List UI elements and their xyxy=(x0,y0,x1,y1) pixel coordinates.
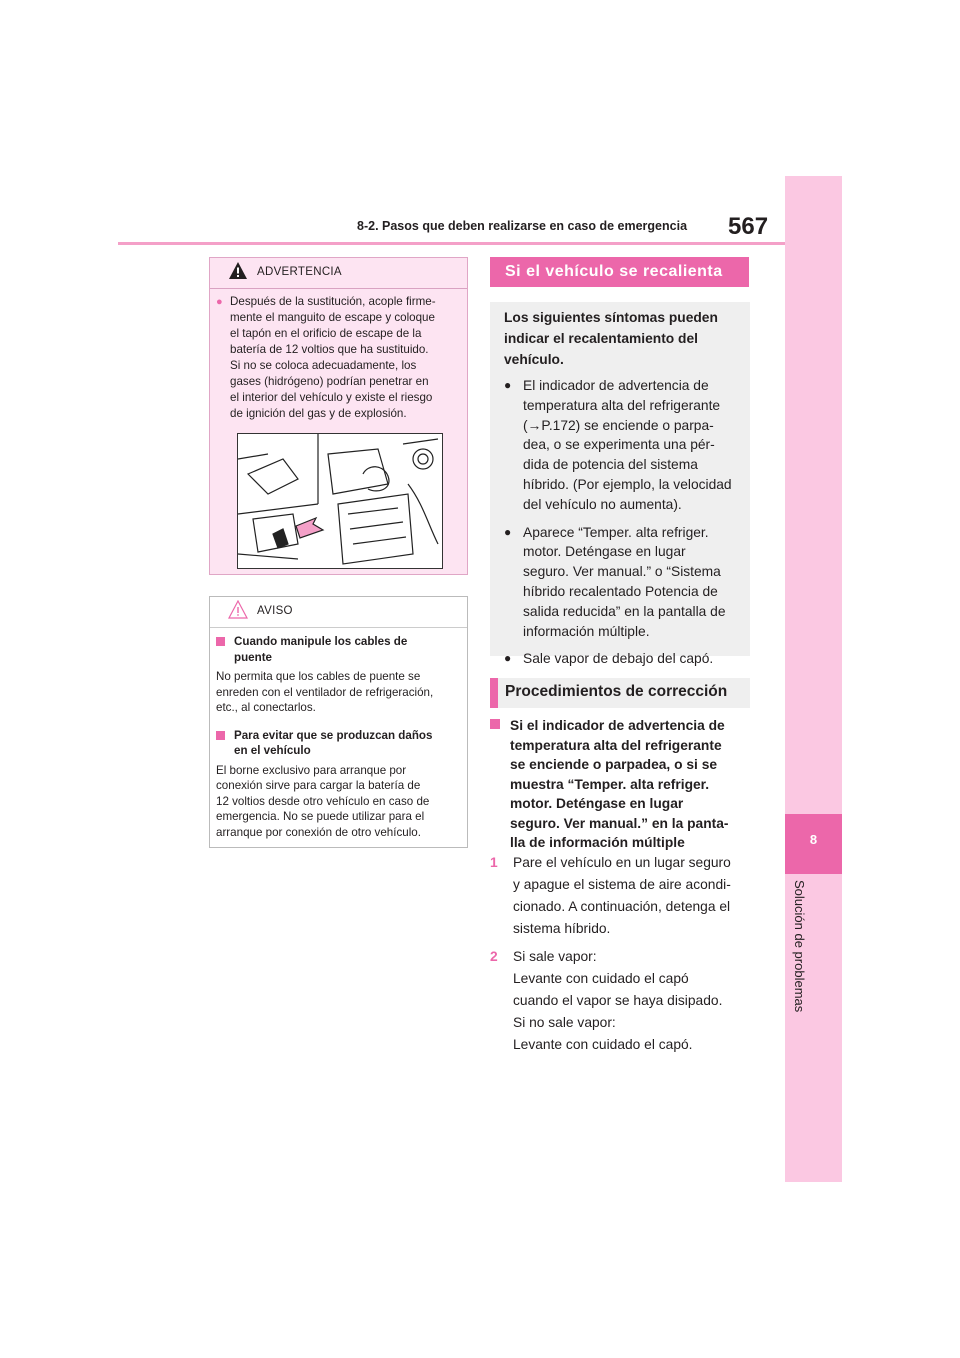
symptom-line: (→P.172) se enciende o parpa- xyxy=(523,417,714,433)
symptom-line: híbrido. (Por ejemplo, la velocidad xyxy=(523,476,732,492)
step-line: y apague el sistema de aire acondi- xyxy=(513,877,731,892)
bullet-dot-icon: ● xyxy=(504,378,512,392)
step-line: Si sale vapor: xyxy=(513,949,597,964)
notice-line: No permita que los cables de puente se xyxy=(216,670,421,683)
notice-line: conexión sirve para cargar la batería de xyxy=(216,779,421,792)
intro-line: indicar el recalentamiento del xyxy=(504,331,698,346)
warning-line: Después de la sustitución, acople firme- xyxy=(230,295,436,308)
side-strip xyxy=(785,176,842,1182)
notice-header xyxy=(210,597,467,628)
warning-header xyxy=(210,258,467,289)
notice-line: emergencia. No se puede utilizar para el xyxy=(216,810,425,823)
section-banner: Si el vehículo se recalienta xyxy=(490,257,749,287)
square-bullet-icon xyxy=(216,728,228,740)
symptom-line: salida reducida” en la pantalla de xyxy=(523,603,726,619)
warning-line: mente el manguito de escape y coloque xyxy=(230,311,435,324)
chapter-number: 8 xyxy=(809,832,818,847)
symptom-line: dea, o se experimenta una pér- xyxy=(523,437,715,453)
page-number: 567 xyxy=(728,213,769,240)
step-number: 1 xyxy=(490,855,498,870)
warning-triangle-icon xyxy=(228,261,248,286)
notice-heading-line: en el vehículo xyxy=(234,744,311,757)
condition-heading xyxy=(490,716,750,853)
step-line: cuando el vapor se haya disipado. xyxy=(513,993,723,1008)
condition-line: Si el indicador de advertencia de xyxy=(510,718,725,733)
symptom-line: del vehículo no aumenta). xyxy=(523,496,682,512)
symptom-line: motor. Deténgase en lugar xyxy=(523,544,686,560)
notice-box xyxy=(209,596,468,848)
symptom-line: Sale vapor de debajo del capó. xyxy=(523,651,714,667)
notice-heading-line: puente xyxy=(234,650,273,664)
symptom-line: información múltiple. xyxy=(523,623,650,639)
warning-title: ADVERTENCIA xyxy=(257,266,342,278)
list-item xyxy=(504,649,744,669)
list-item xyxy=(504,523,744,642)
step-number: 2 xyxy=(490,949,498,964)
section-title: 8-2. Pasos que deben realizarse en caso de emergencia xyxy=(357,219,688,233)
symptom-line: temperatura alta del refrigerante xyxy=(523,397,721,413)
procedure-steps xyxy=(490,852,750,1062)
notice-heading-line: Para evitar que se produzcan daños xyxy=(234,728,433,742)
notice-line: arranque por conexión de otro vehículo. xyxy=(216,825,421,839)
symptoms-list xyxy=(504,376,744,677)
notice-line: El borne exclusivo para arranque por xyxy=(216,763,407,777)
warning-line: gases (hidrógeno) podrían penetrar en xyxy=(230,375,429,388)
condition-line: muestra “Temper. alta refriger. xyxy=(510,776,710,792)
procedures-heading: Procedimientos de corrección xyxy=(490,678,750,708)
symptom-line: seguro. Ver manual.” o “Sistema xyxy=(523,564,721,580)
intro-line: vehículo. xyxy=(504,352,564,367)
symptom-line: El indicador de advertencia de xyxy=(523,378,709,393)
warning-box xyxy=(209,257,468,575)
symptom-line: dida de potencia del sistema xyxy=(523,457,698,473)
square-bullet-icon xyxy=(216,634,228,646)
step-line: sistema híbrido. xyxy=(513,921,611,936)
notice-subheading xyxy=(216,728,464,759)
warning-line: de ignición del gas y de explosión. xyxy=(230,407,407,420)
intro-line: Los siguientes síntomas pueden xyxy=(504,310,718,325)
step-line: Si no sale vapor: xyxy=(513,1015,616,1030)
list-item xyxy=(504,376,744,515)
step-line: Levante con cuidado el capó. xyxy=(513,1037,693,1052)
condition-line: se enciende o parpadea, o si se xyxy=(510,757,718,772)
step-line: Levante con cuidado el capó xyxy=(513,971,689,986)
bullet-dot-icon: ● xyxy=(504,651,512,666)
square-bullet-icon xyxy=(490,716,503,728)
step-line: cionado. A continuación, detenga el xyxy=(513,899,731,914)
warning-line: el interior del vehículo y existe el riesgo xyxy=(230,391,433,404)
notice-title: AVISO xyxy=(257,605,293,617)
notice-body xyxy=(216,634,464,852)
warning-text xyxy=(216,294,464,422)
condition-line: temperatura alta del refrigerante xyxy=(510,737,722,753)
notice-line: etc., al conectarlos. xyxy=(216,701,316,714)
symptoms-intro xyxy=(504,307,744,370)
notice-paragraph xyxy=(216,669,464,716)
caution-triangle-icon xyxy=(228,600,248,625)
chapter-label: Solución de problemas xyxy=(792,880,807,1013)
warning-line: batería de 12 voltios que ha sustituido. xyxy=(230,343,429,356)
symptoms-box xyxy=(490,302,750,667)
bullet-dot-icon: ● xyxy=(216,296,223,308)
condition-line: seguro. Ver manual.” en la panta- xyxy=(510,815,729,831)
header-rule xyxy=(118,242,785,245)
notice-line: 12 voltios desde otro vehículo en caso de xyxy=(216,794,430,808)
engine-compartment-illustration xyxy=(237,433,443,569)
notice-subheading xyxy=(216,634,464,665)
notice-line: enreden con el ventilador de refrigeración, xyxy=(216,685,434,699)
notice-paragraph xyxy=(216,763,464,841)
step-1 xyxy=(490,852,750,940)
warning-line: Si no se coloca adecuadamente, los xyxy=(230,359,417,372)
step-line: Pare el vehículo en un lugar seguro xyxy=(513,855,731,870)
warning-line: el tapón en el orificio de escape de la xyxy=(230,327,422,340)
bullet-dot-icon: ● xyxy=(504,524,512,539)
step-2 xyxy=(490,946,750,1056)
symptom-line: Aparece “Temper. alta refriger. xyxy=(523,524,709,540)
condition-line: lla de información múltiple xyxy=(510,835,685,850)
condition-line: motor. Deténgase en lugar xyxy=(510,796,684,811)
symptom-line: híbrido recalentado Potencia de xyxy=(523,583,718,599)
notice-heading-line: Cuando manipule los cables de xyxy=(234,635,408,648)
